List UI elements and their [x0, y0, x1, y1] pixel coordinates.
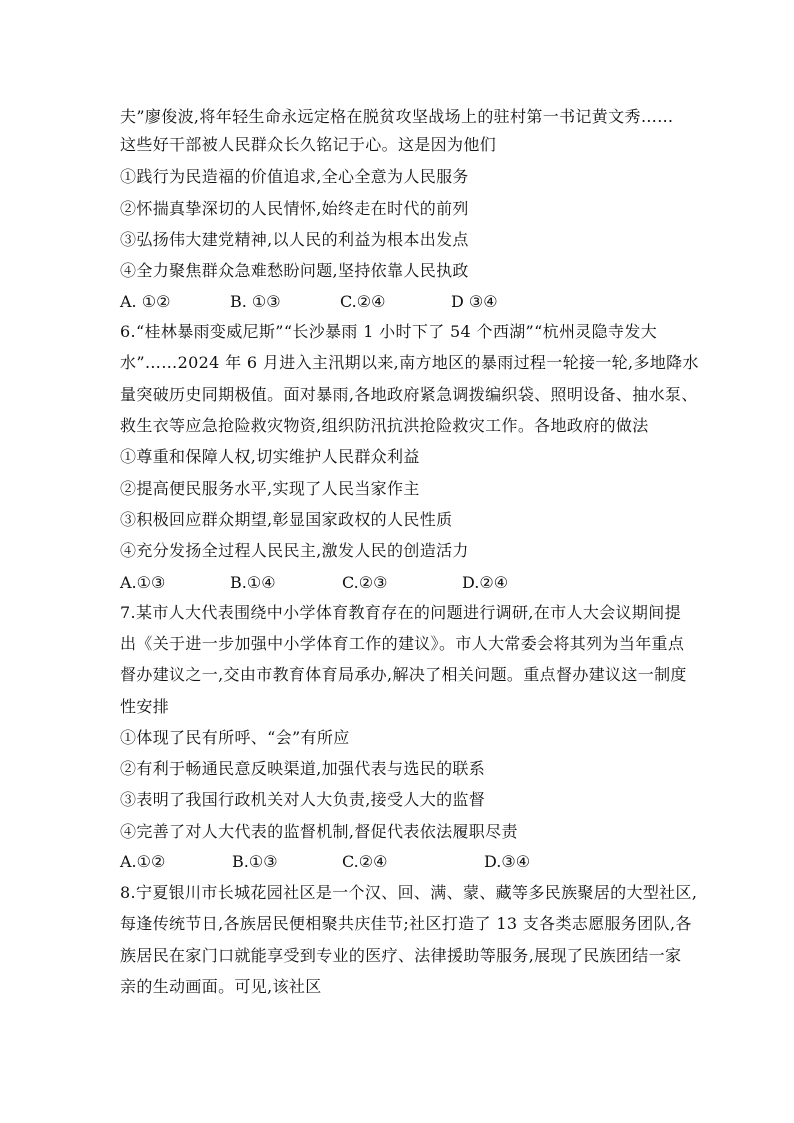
q7-item-1: ①体现了民有所呼、“会”有所应 — [120, 728, 350, 747]
q6-stem-line: 救生衣等应急抢险救灾物资,组织防汛抗洪抢险救灾工作。各地政府的做法 — [120, 416, 649, 435]
q6-item-4: ④充分发扬全过程人民民主,激发人民的创造活力 — [120, 541, 469, 560]
q6-item-3: ③积极回应群众期望,彰显国家政权的人民性质 — [120, 510, 453, 529]
q5-option-d: D ③④ — [451, 292, 498, 311]
q6-stem-line: 6.“桂林暴雨变威尼斯”“长沙暴雨 1 小时下了 54 个西湖”“杭州灵隐寺发大 — [120, 322, 658, 341]
q5-stem-line: 夫”廖俊波,将年轻生命永远定格在脱贫攻坚战场上的驻村第一书记黄文秀…… — [120, 107, 674, 126]
q6-option-b: B.①④ — [230, 573, 276, 592]
q7-stem-line: 7.某市人大代表围绕中小学体育教育存在的问题进行调研,在市人大会议期间提 — [120, 603, 681, 622]
q7-option-c: C.②④ — [342, 852, 388, 871]
q5-item-2: ②怀揣真挚深切的人民情怀,始终走在时代的前列 — [120, 199, 469, 218]
q7-option-b: B.①③ — [232, 852, 278, 871]
q6-stem-line: 量突破历史同期极值。面对暴雨,各地政府紧急调拨编织袋、照明设备、抽水泵、 — [120, 385, 698, 404]
q7-item-3: ③表明了我国行政机关对人大负责,接受人大的监督 — [120, 790, 486, 809]
q7-item-2: ②有利于畅通民意反映渠道,加强代表与选民的联系 — [120, 759, 486, 778]
q5-option-c: C.②④ — [340, 292, 386, 311]
q8-stem-line: 亲的生动画面。可见,该社区 — [120, 977, 322, 996]
q5-item-3: ③弘扬伟大建党精神,以人民的利益为根本出发点 — [120, 230, 469, 249]
q7-option-d: D.③④ — [484, 852, 531, 871]
q5-option-b: B. ①③ — [230, 292, 281, 311]
q7-stem-line: 督办建议之一,交由市教育体育局承办,解决了相关问题。重点督办建议这一制度 — [120, 665, 687, 684]
q6-option-c: C.②③ — [342, 573, 388, 592]
q6-option-a: A.①③ — [120, 573, 166, 592]
q8-stem-line: 8.宁夏银川市长城花园社区是一个汉、回、满、蒙、藏等多民族聚居的大型社区, — [120, 883, 698, 902]
q7-item-4: ④完善了对人大代表的监督机制,督促代表依法履职尽责 — [120, 822, 518, 841]
q5-item-4: ④全力聚焦群众急难愁盼问题,坚持依靠人民执政 — [120, 261, 469, 280]
q7-stem-line: 性安排 — [120, 697, 170, 716]
q8-stem-line: 族居民在家门口就能享受到专业的医疗、法律援助等服务,展现了民族团结一家 — [120, 946, 682, 965]
q5-stem-line: 这些好干部被人民群众长久铭记于心。这是因为他们 — [120, 135, 497, 154]
q6-item-2: ②提高便民服务水平,实现了人民当家作主 — [120, 479, 420, 498]
q5-item-1: ①践行为民造福的价值追求,全心全意为人民服务 — [120, 167, 469, 186]
q7-option-a: A.①② — [120, 852, 166, 871]
q8-stem-line: 每逢传统节日,各族居民便相聚共庆佳节;社区打造了 13 支各类志愿服务团队,各 — [120, 914, 692, 933]
q7-stem-line: 出《关于进一步加强中小学体育工作的建议》。市人大常委会将其列为当年重点 — [120, 634, 685, 653]
q6-stem-line: 水”……2024 年 6 月进入主汛期以来,南方地区的暴雨过程一轮接一轮,多地降水 — [120, 353, 699, 372]
q6-option-d: D.②④ — [462, 573, 509, 592]
q6-item-1: ①尊重和保障人权,切实维护人民群众利益 — [120, 447, 420, 466]
q5-option-a: A. ①② — [120, 292, 171, 311]
